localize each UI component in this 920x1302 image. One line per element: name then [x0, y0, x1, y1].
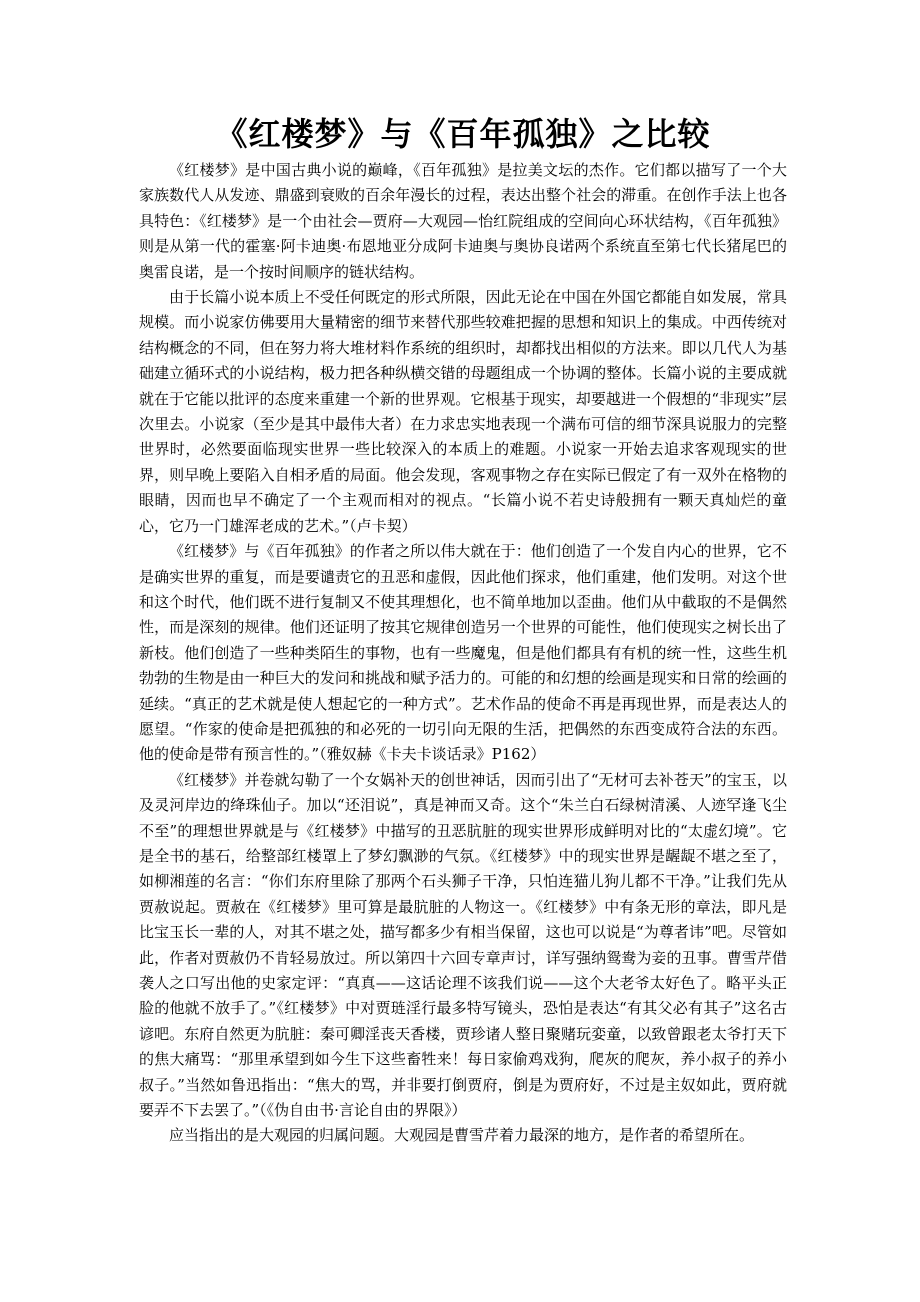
paragraph-5: 应当指出的是大观园的归属问题。大观园是曹雪芹着力最深的地方，是作者的希望所在。: [169, 1126, 755, 1145]
document-title: 《红楼梦》与《百年孤独》之比较: [215, 115, 711, 153]
paragraph-3: 《红楼梦》与《百年孤独》的作者之所以伟大就在于：他们创造了一个发自内心的世界，它不是确实世界的重复，而是要谴责它的丑恶和虚假，因此他们探求，他们重建，他们发明。对这个世和这个时代，他们既不进行复制又不使其理想化，也不简单地加以歪曲。他们从中截取的不是偶然性，而是深刻的规律。他们还证明了按其它规律创造另一个世界的可能性，他们使现实之树长出了新枝。他们创造了一些种类陌生的事物，也有一些魔鬼，但是他们都具有有机的统一性，这些生机勃勃的生物是由一种巨大的发问和挑战和赋予活力的。可能的和幻想的绘画是现实和日常的绘画的延续。“真正的艺术就是使人想起它的一种方式”。艺术作品的使命不再是再现世界，而是表达人的愿望。“作家的使命是把孤独的和必死的一切引向无限的生活，把偶然的东西变成符合法的东西。他的使命是带有预言性的。”（雅奴赫《卡夫卡谈话录》P162）: [139, 542, 787, 764]
paragraph-4: 《红楼梦》并卷就勾勒了一个女娲补天的创世神话，因而引出了“无材可去补苍天”的宝玉，以及灵河岸边的绛珠仙子。加以“还泪说”，真是神而又奇。这个“朱兰白石绿树清溪、人迹罕逢飞尘不至”的理想世界就是与《红楼梦》中描写的丑恶肮脏的现实世界形成鲜明对比的“太虚幻境”。它是全书的基石，给整部红楼罩上了梦幻飘渺的气氛。《红楼梦》中的现实世界是龌龊不堪之至了，如柳湘莲的名言：“你们东府里除了那两个石头狮子干净，只怕连猫儿狗儿都不干净。”让我们先从贾赦说起。贾赦在《红楼梦》里可算是最肮脏的人物这一。《红楼梦》中有条无形的章法，即凡是比宝玉长一辈的人，对其不堪之处，描写都多少有相当保留，这也可以说是“为尊者讳”吧。尽管如此，作者对贾赦仍不肯轻易放过。所以第四十六回专章声讨，详写强纳鸳鸯为妾的丑事。曹雪芹借袭人之口写出他的史家定评：“真真——这话论理不该我们说——这个大老爷太好色了。略平头正脸的他就不放手了。”《红楼梦》中对贾琏淫行最多特写镜头，恐怕是表达“有其父必有其子”这名古谚吧。东府自然更为肮脏：秦可卿淫丧天香楼，贾珍诸人整日聚赌玩娈童，以致曾跟老太爷打天下的焦大痛骂：“那里承望到如今生下这些畜牲来！每日家偷鸡戏狗，爬灰的爬灰，养小叔子的养小叔子。”当然如鲁迅指出：“焦大的骂，并非要打倒贾府，倒是为贾府好，不过是主奴如此，贾府就要弄不下去罢了。”（《伪自由书·言论自由的界限》）: [139, 770, 787, 1120]
paragraph-2: 由于长篇小说本质上不受任何既定的形式所限，因此无论在中国在外国它都能自如发展，常具规模。而小说家仿佛要用大量精密的细节来替代那些较难把握的思想和知识上的集成。中西传统对结构概念的不同，但在努力将大堆材料作系统的组织时，却都找出相似的方法来。即以几代人为基础建立循环式的小说结构，极力把各种纵横交错的母题组成一个协调的整体。长篇小说的主要成就就在于它能以批评的态度来重建一个新的世界观。它根基于现实，却要越进一个假想的“非现实”层次里去。小说家（至少是其中最伟大者）在力求忠实地表现一个满布可信的细节深具说服力的完整世界时，必然要面临现实世界一些比较深入的本质上的难题。小说家一开始去追求客观现实的世界，则早晚上要陷入自相矛盾的局面。他会发现，客观事物之存在实际已假定了有一双外在格物的眼睛，因而也早不确定了一个主观而相对的视点。“长篇小说不若史诗般拥有一颗天真灿烂的童心，它乃一门雄浑老成的艺术。”（卢卡契）: [139, 288, 787, 535]
paragraph-1: 《红楼梦》是中国古典小说的巅峰，《百年孤独》是拉美文坛的杰作。它们都以描写了一个大家族数代人从发迹、鼎盛到衰败的百余年漫长的过程，表达出整个社会的滞重。在创作手法上也各具特色：《红楼梦》是一个由社会—贾府—大观园—怡红院组成的空间向心环状结构，《百年孤独》则是从第一代的霍塞·阿卡迪奥·布恩地亚分成阿卡迪奥与奥协良诺两个系统直至第七代长猪尾巴的奥雷良诺，是一个按时间顺序的链状结构。: [139, 161, 787, 281]
document-body: [139, 110, 787, 1149]
